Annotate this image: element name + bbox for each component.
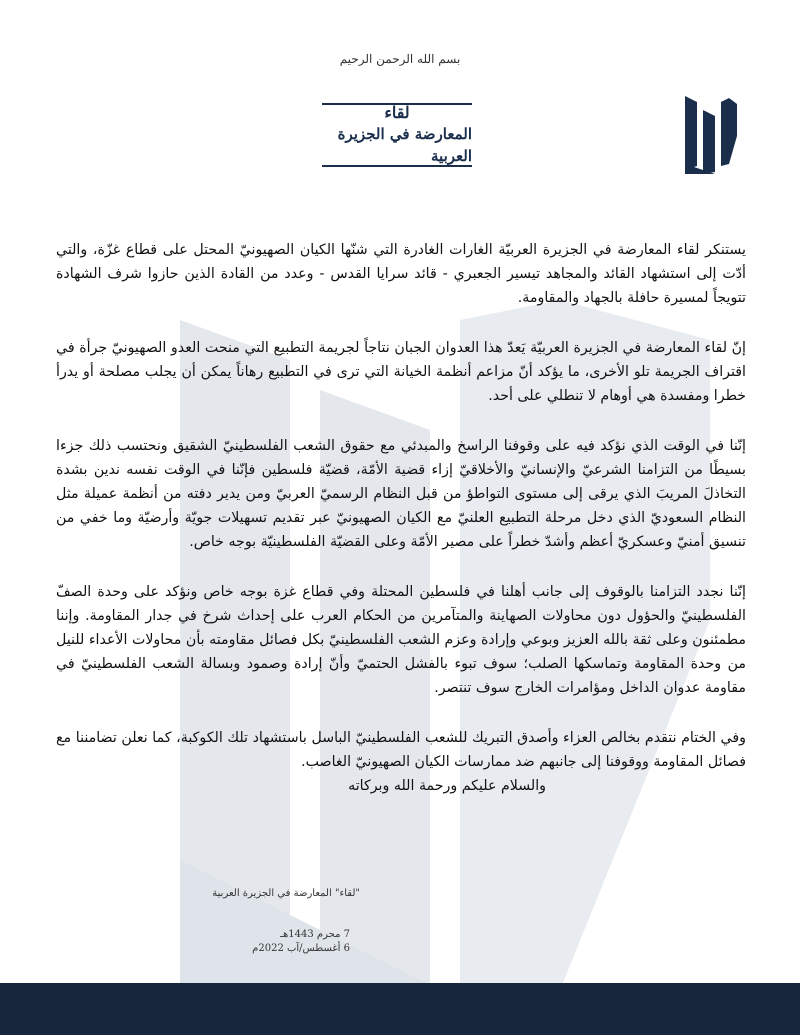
basmala-header: بسم الله الرحمن الرحيم xyxy=(339,52,461,66)
paragraph-2: إنّ لقاء المعارضة في الجزيرة العربيّة يَعدّ هذا العدوان الجبان نتاجاً لجريمة التطبيع التي منحت العدو الصهيونيّ جرأة في اقتراف الجريمة تلو الأخرى، ما يؤكد أنّ مزاعم أنظمة الخيانة التي ترى في التطبيع رهاناً يمكن أن يجلب مصلحة أو يدرأ خطرا ومفسدة هي أوهام لا تنطلي على أحد. xyxy=(56,340,746,404)
organization-logo xyxy=(322,103,472,167)
date-gregorian: 6 أغسطس/آب 2022م xyxy=(252,943,350,954)
footer-bar xyxy=(0,983,800,1035)
statement-body xyxy=(56,238,746,798)
date-block xyxy=(200,928,350,956)
date-hijri: 7 محرم 1443هـ xyxy=(280,929,350,940)
paragraph-4: إنّنا نجدد التزامنا بالوقوف إلى جانب أهلنا في فلسطين المحتلة وفي قطاع غزة بوجه خاص ونؤكد على وحدة الصفّ الفلسطينيّ والحؤول دون محاولات الصهاينة والمتآمرين من الحكام العرب على إحداث شرخ في جدار المقاومة. وإننا مطمئنون وعلى ثقة بالله العزيز وبوعي وإرادة وعزم الشعب الفلسطينيّ بكل فصائل مقاومته بأن محاولات الأعداء للنيل من وحدة المقاومة وتماسكها الصلب؛ سوف تبوء بالفشل الحتميّ وأنّ إرادة وصمود وبسالة الشعب الفلسطينيّ في مقاومة عدوان الداخل ومؤامرات الخارج سوف تنتصر. xyxy=(56,584,746,696)
logo-subtitle-line: المعارضة في الجزيرة العربية xyxy=(337,125,472,165)
paragraph-5: وفي الختام نتقدم بخالص العزاء وأصدق التبريك للشعب الفلسطينيّ الباسل باستشهاد تلك الكوكبة، كما نعلن تضامننا مع فصائل المقاومة ووقوفنا إلى جانبهم ضد ممارسات الكيان الصهيونيّ الغاصب. xyxy=(56,730,746,770)
paragraph-1: يستنكر لقاء المعارضة في الجزيرة العربيّة الغارات الغادرة التي شنّها الكيان الصهيونيّ المحتل على قطاع غزّة، والتي أدّت إلى استشهاد القائد والمجاهد تيسير الجعبري - قائد سرايا القدس - وعدد من القادة الذين حازوا شرف الشهادة تتويجاً لمسيرة حافلة بالجهاد والمقاومة. xyxy=(56,242,746,306)
signature-line: "لقاء" المعارضة في الجزيرة العربية xyxy=(212,888,360,899)
closing-salutation: والسلام عليكم ورحمة الله وبركاته xyxy=(348,778,546,794)
brand-mark-icon xyxy=(683,92,737,174)
logo-title-line: لقاء xyxy=(384,103,410,122)
paragraph-3: إنّنا في الوقت الذي نؤكد فيه على وقوفنا الراسخ والمبدئي مع حقوق الشعب الفلسطينيّ الشقيق ونحتسب ذلك جزءا بسيطًا من التزامنا الشرعيّ والإنسانيّ والأخلاقيّ إزاء قضية الأمّة، قضيّة فلسطين فإنّنا في الوقت نفسه ندين بشدة التخاذلَ المريبَ الذي يرقى إلى مستوى التواطؤ من قبل النظام الرسميّ العربيّ ومن يدير دفته من أنظمة عميلة مثل النظام السعوديّ الذي دخل مرحلة التطبيع العلنيّ مع الكيان الصهيونيّ عبر تقديم تسهيلات جويّة وأرضيّة وما خفي من تنسيق أمنيّ وعسكريّ أعظم وأشدّ خطراً على مصير الأمّة وعلى القضيّة الفلسطينيّة بوجه خاص. xyxy=(56,438,746,550)
